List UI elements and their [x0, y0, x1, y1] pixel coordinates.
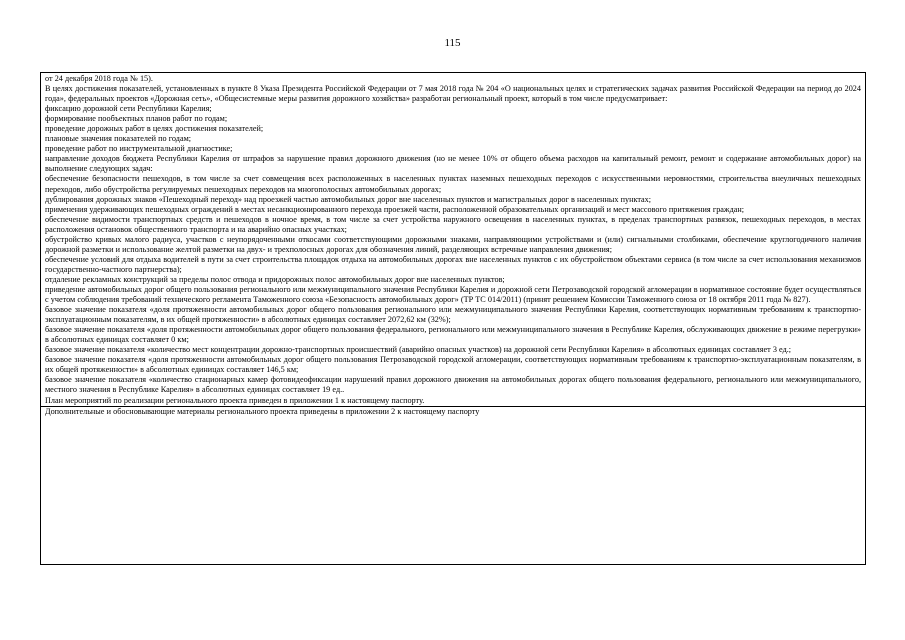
paragraph-3: формирование пообъектных планов работ по годам; [45, 114, 228, 124]
appendix-materials-row: Дополнительные и обосновывающие материалы регионального проекта приведены в приложении 2 к настоящему паспорту [41, 406, 865, 417]
paragraph-6: проведение работ по инструментальной диагностике; [45, 144, 233, 154]
page-number: 115 [444, 37, 461, 49]
paragraph-4: проведение дорожных работ в целях достижения показателей; [45, 124, 264, 134]
paragraph-14: отдаление рекламных конструкций за пределы полос отвода и придорожных полос автомобильных дорог вне населенных пунктов; [45, 274, 505, 284]
paragraph-15: приведение автомобильных дорог общего пользования регионального или межмуниципального значения Республики Карелия и дорожной сети Петрозаводской городской агломерации в нормативное состояние будет осуществляться с учетом соблюдения требований технического регламента Таможенного союза «Безопасность автомобильных дорог» (ТР ТС 014/2011) (принят решением Комиссии Таможенного союза от 18 октября 2011 года № 827). [45, 284, 861, 305]
paragraph-16: базовое значение показателя «доля протяженности автомобильных дорог общего пользования регионального или межмуниципального значения Республики Карелия, соответствующих нормативным требованиям к транспортно-эксплуатационным показателям, в их общей протяженности» в абсолютных единицах составляет 2072,62 км (32%); [45, 305, 861, 325]
paragraph-17: базовое значение показателя «доля протяженности автомобильных дорог общего пользования федерального, регионального или межмуниципального значения в Республике Карелия, обслуживающих движение в режиме перегрузки» в абсолютных единицах составляет 0 км; [45, 325, 861, 345]
paragraph-1: В целях достижения показателей, установленных в пункте 8 Указа Президента Российской Федерации от 7 мая 2018 года № 204 «О национальных целях и стратегических задачах развития Российской Федерации на период до 2024 года», федеральных проектов «Дорожная сеть», «Общесистемные меры развития дорожного хозяйства» разработан региональный проект, который в том числе предусматривает: [45, 84, 861, 104]
paragraph-18: базовое значение показателя «количество мест концентрации дорожно-транспортных происшествий (аварийно опасных участков) на дорожной сети Республики Карелия» в абсолютных единицах составляет 3 ед.; [45, 345, 792, 355]
paragraph-2: фиксацию дорожной сети Республики Карелия; [45, 104, 212, 114]
paragraph-19: базовое значение показателя «доля протяженности автомобильных дорог общего пользования Петрозаводской городской агломерации, соответствующих нормативным требованиям к транспортно-эксплуатационным показателям, в их общей протяженности» в абсолютных единицах составляет 146,5 км; [45, 355, 861, 375]
paragraph-12: обустройство кривых малого радиуса, участков с неупорядоченными откосами соответствующими дорожными знаками, направляющими устройствами и (или) сигнальными столбиками, обеспечение круглогодичного наличия дорожной разметки и использование желтой разметки на двух- и трехполосных дорогах для обозначения линий, разделяющих встречные направления движения; [45, 234, 861, 254]
paragraph-13: обеспечение условий для отдыха водителей в пути за счет строительства площадок отдыха на автомобильных дорогах вне населенных пунктов с их обустройством объектами сервиса (в том числе за счет использования механизмов государственно-частного партнерства); [45, 254, 861, 274]
paragraph-7: направление доходов бюджета Республики Карелия от штрафов за нарушение правил дорожного движения (но не менее 10% от общего объема расходов на капитальный ремонт, ремонт и содержание автомобильных дорог) на выполнение следующих задач: [45, 154, 861, 174]
paragraph-20: базовое значение показателя «количество стационарных камер фотовидеофиксации нарушений правил дорожного движения на автомобильных дорогах общего пользования федерального, регионального или межмуниципального, местного значения в Республике Карелия» в абсолютных единицах составляет 19 ед.. [45, 375, 861, 395]
paragraph-5: плановые значения показателей по годам; [45, 134, 192, 144]
paragraph-10: применения удерживающих пешеходных ограждений в местах несанкционированного перехода проезжей части, расположенной образовательных организаций и мест массового притяжения граждан; [45, 204, 745, 214]
paragraph-9: дублирования дорожных знаков «Пешеходный переход» над проезжей частью автомобильных дорог вне населенных пунктов и магистральных дорог в населенных пунктах; [45, 194, 652, 204]
passport-text-box [40, 72, 866, 565]
paragraph-8: обеспечение безопасности пешеходов, в том числе за счет совмещения всех расположенных в населенных пунктах наземных пешеходных переходов с искусственными неровностями, строительства внеуличных пешеходных переходов, либо обустройства регулируемых пешеходных переходов на многополосных автомобильных дорогах; [45, 174, 861, 194]
passport-text-body [41, 73, 865, 417]
plan-of-activities-row: План мероприятий по реализации регионального проекта приведен в приложении 1 к настоящему паспорту. [45, 395, 425, 405]
paragraph-0: от 24 декабря 2018 года № 15). [45, 74, 153, 83]
paragraph-11: обеспечение видимости транспортных средств и пешеходов в ночное время, в том числе за счет устройства наружного освещения в населенных пунктах, в пределах транспортных развязок, пешеходных переходов, в местах расположения остановок общественного транспорта и на аварийно опасных участках; [45, 214, 861, 234]
